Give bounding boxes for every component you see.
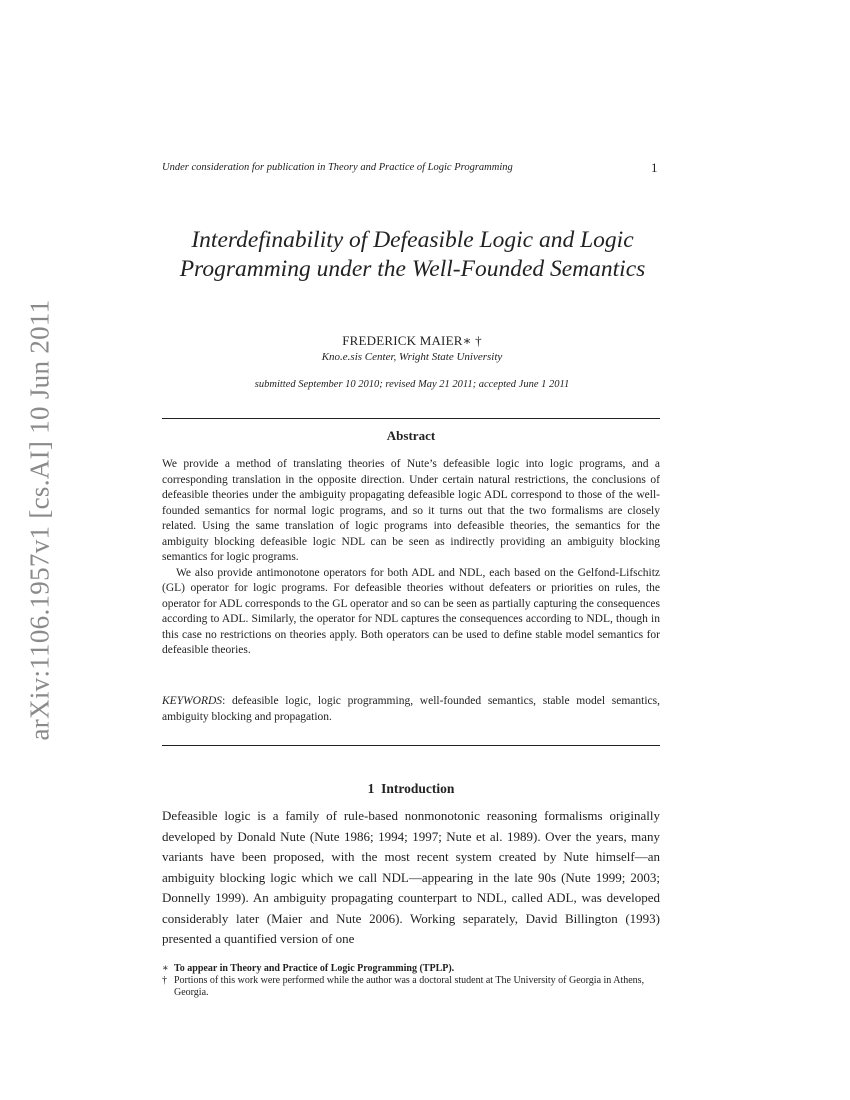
footnote-text: Portions of this work were performed while the author was a doctoral student at The University of Georgia in Athens, Georgia.	[174, 975, 645, 998]
author-name: FREDERICK MAIER∗ †	[342, 333, 482, 348]
footnote-mark: †	[162, 975, 167, 986]
section-number: 1	[367, 781, 375, 796]
paper-title: Interdefinability of Defeasible Logic and Logic Programming under the Well-Founded Semantics	[179, 227, 646, 282]
section-title: Introduction	[381, 781, 455, 796]
abstract-paragraph: We also provide antimonotone operators for both ADL and NDL, each based on the Gelfond-Lifschitz (GL) operator for logic programs. For defeasible theories without defeaters or priorities on rules, the operator for ADL corresponds to the GL operator and so can be seen as partially capturing the consequences according to ADL. Similarly, the operator for NDL captures the consequences according to NDL, though in this case no restrictions on theories apply. Both operators can be used to define stable model semantics for defeasible theories.	[162, 566, 660, 656]
section-body: Defeasible logic is a family of rule-based nonmonotonic reasoning formalisms originally developed by Donald Nute (Nute 1986; 1994; 1997; Nute et al. 1989). Over the years, many variants have been proposed, with the most recent system created by Nute himself—an ambiguity blocking logic which we call NDL—appearing in the late 90s (Nute 1999; 2003; Donnelly 1999). An ambiguity propagating counterpart to NDL, called ADL, was developed considerably later (Maier and Nute 2006). Working separately, David Billington (1993) presented a quantified version of one	[162, 808, 660, 946]
author-affiliation: Kno.e.sis Center, Wright State University	[321, 351, 503, 363]
footnote-text: To appear in Theory and Practice of Logic Programming (TPLP).	[174, 963, 455, 974]
abstract-top-rule	[162, 418, 660, 419]
page-number: 1	[651, 160, 658, 175]
keywords-text: : defeasible logic, logic programming, well-founded semantics, stable model semantics, ambiguity blocking and propagation.	[162, 695, 660, 723]
abstract-body	[162, 457, 660, 659]
footnotes	[162, 963, 660, 999]
arxiv-stamp-text: arXiv:1106.1957v1 [cs.AI] 10 Jun 2011	[24, 299, 55, 741]
arxiv-stamp	[22, 285, 58, 755]
running-head: Under consideration for publication in Theory and Practice of Logic Programming	[162, 162, 513, 173]
submission-dates: submitted September 10 2010; revised May 21 2011; accepted June 1 2011	[254, 379, 570, 390]
abstract-bottom-rule	[162, 745, 660, 746]
keywords	[162, 694, 660, 725]
footnote	[162, 963, 660, 975]
section-heading	[162, 781, 660, 797]
abstract-paragraph: We provide a method of translating theories of Nute’s defeasible logic into logic programs, and a corresponding translation in the opposite direction. Under certain natural restrictions, the conclusions of defeasible theories under the ambiguity propagating defeasible logic ADL correspond to those of the well-founded semantics for normal logic programs, and so it turns out that the two formalisms are closely related. Using the same translation of logic programs into defeasible theories, the semantics for the ambiguity blocking defeasible logic NDL can be seen as indirectly providing an ambiguity blocking semantics for logic programs.	[162, 458, 660, 563]
abstract-heading: Abstract	[386, 428, 436, 443]
keywords-label: KEYWORDS	[162, 695, 223, 707]
footnote	[162, 975, 660, 999]
footnote-mark: ∗	[162, 963, 169, 974]
